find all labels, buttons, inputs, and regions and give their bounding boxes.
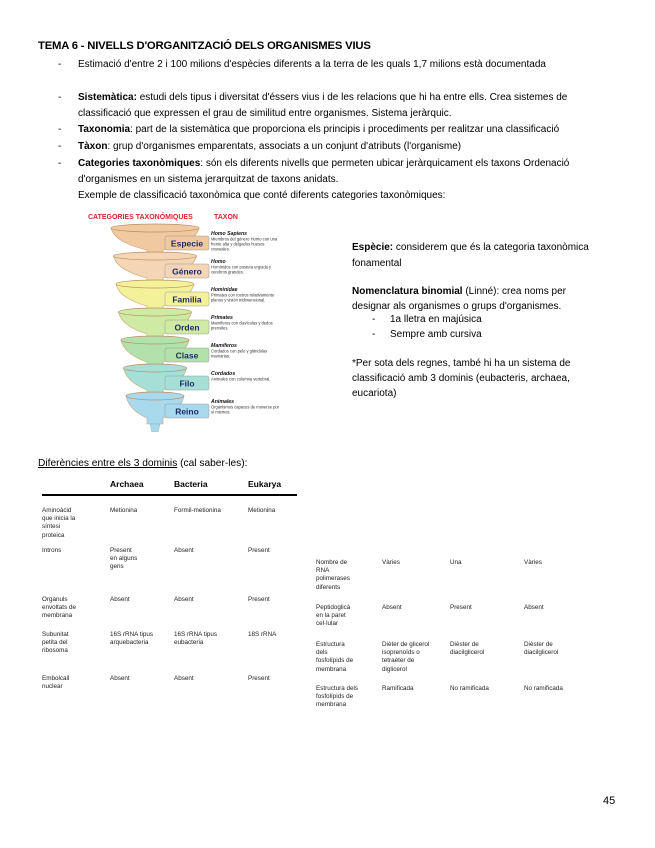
taxon-name: Cordados [211, 371, 236, 377]
table-cell [110, 596, 130, 604]
funnel-level-filo [124, 364, 271, 396]
side-especie-text: considerem que és la categoria taxonòmica [393, 242, 589, 253]
table-row-label-line: fosfolípids de [316, 657, 354, 665]
table-cell [248, 596, 270, 604]
funnel-rim [114, 252, 197, 260]
taxon-description: Mamíferos con clavículas y dedos [211, 320, 273, 326]
funnel-rim [126, 392, 184, 400]
side-especie-cont: fonamental [352, 258, 402, 269]
table-cell-line: Metionina [110, 507, 138, 514]
table-cell [110, 631, 153, 647]
table-row-label-line: Peptidoglicà [316, 604, 351, 611]
taxon-name: Animales [211, 399, 235, 405]
funnel-label-reino: Reino [175, 406, 199, 417]
funnel-label-especie: Especie [170, 238, 204, 249]
table-row-label-line: nuclear [42, 683, 63, 691]
table-row-label-line: membrana [316, 665, 347, 673]
diff-title-rest: (cal saber-les): [177, 458, 248, 469]
diff-title-underlined: Diferències entre els 3 dominis [38, 458, 178, 469]
table-cell-line: diacilglicerol [524, 649, 559, 657]
table-cell-line: Absent [382, 604, 402, 611]
funnel-level-orden [119, 308, 273, 340]
table-header-bacteria: Bacteria [174, 479, 208, 489]
def-taxonomia-term: Taxonomia [78, 124, 131, 135]
table-cell-line: Formil-metionina [174, 507, 221, 514]
def-sistematica-term: Sistemàtica: [78, 92, 137, 103]
table-cell-line: Dièter de glicerol [382, 641, 430, 648]
table-row-label-line: Estructura dels [316, 685, 358, 692]
taxon-description: Organismos capaces de moverse por [211, 404, 280, 410]
table-row-label [316, 641, 353, 674]
taxon-description: Primates con rostros relativamente [211, 292, 275, 298]
side-nomenclatura [352, 284, 566, 300]
funnel-rim [124, 364, 187, 372]
table-cell [524, 641, 558, 657]
table-row-label-line: en la paret [316, 612, 346, 620]
table-cell [110, 547, 137, 572]
side-especie [352, 240, 589, 256]
funnel-rim [119, 308, 192, 316]
table-cell-line: Absent [174, 547, 194, 554]
table-cell [382, 559, 400, 567]
page-number: 45 [603, 795, 616, 807]
table-row-label-line: proteica [42, 531, 65, 539]
side-note-l2: classificació amb 3 dominis (eubacteris, archaea, [352, 373, 570, 384]
funnel-label-familia: Familia [172, 294, 202, 305]
table-row-label-line: dels [316, 649, 328, 657]
taxon-name: Primates [211, 315, 233, 321]
table-row-label-line: cel·lular [316, 620, 339, 628]
table-cell-line: isoprenoïds o [382, 649, 420, 657]
table-row-label-line: petita del [42, 639, 68, 647]
table-cell [382, 685, 414, 693]
table-cell [110, 507, 137, 515]
def-sistematica-text: estudi dels tipus i diversitat d'éssers vius i de les relacions que hi ha entre ells. Crea sistemes de [136, 92, 568, 103]
taxon-name: Homo Sapiens [211, 231, 248, 237]
funnel-level-reino [126, 392, 280, 424]
table-cell-line: 16S rRNA tipus [174, 631, 218, 638]
table-cell [248, 547, 270, 555]
def-categories-term: Categories taxonòmiques [78, 158, 201, 169]
table-cell-line: No ramificada [450, 685, 489, 692]
table-row-label-line: diferents [316, 583, 341, 591]
taxon-description: sí mismos. [211, 409, 231, 415]
table-row-label [316, 559, 350, 592]
taxon-description: planos y visión tridimensional. [211, 297, 266, 303]
table-row-label [42, 596, 76, 621]
table-row-label-line: Nombre de [316, 559, 348, 566]
table-cell-line: Present [248, 675, 270, 682]
table-cell-line: Vàries [524, 559, 542, 566]
table-cell [524, 559, 542, 567]
table-cell-line: 18S rRNA [248, 631, 277, 638]
taxon-description: craneales. [211, 246, 230, 252]
table-row-label-line: Estructura [316, 641, 345, 648]
side-note-l1: *Per sota dels regnes, també hi ha un sistema de [352, 358, 571, 369]
taxon-description: Miembros del género Homo con una [211, 236, 278, 242]
table-cell [524, 685, 563, 693]
table-row-label-line: polimerases [316, 575, 350, 583]
funnel-label-género: Género [172, 266, 202, 277]
side-nom-text: (Linné): crea noms per [462, 286, 566, 297]
table-row-label-line: Orgànuls [42, 596, 68, 603]
funnel-level-clase [121, 336, 267, 368]
table-row-label [42, 507, 75, 540]
table-cell-line: diglicerol [382, 665, 407, 673]
def-taxonomia-text: : part de la sistemàtica que proporciona els principis i procediments per realitzar una classificació [130, 124, 560, 135]
funnel-level-género [114, 252, 273, 284]
side-note-l3: eucariota) [352, 388, 397, 399]
table-cell-line: gens [110, 563, 124, 571]
table-cell-line: Absent [174, 675, 194, 682]
side-sub-1-text: 1a lletra en majúsica [390, 314, 482, 325]
taxon-name: Hominidae [211, 287, 238, 293]
table-cell-line: Present [450, 604, 472, 611]
side-nom-term: Nomenclatura binomial [352, 286, 463, 297]
table-cell [174, 507, 221, 515]
table-cell [174, 547, 194, 555]
table-row-label-line: Embolcall [42, 675, 70, 682]
table-cell-line: Metionina [248, 507, 276, 514]
def-categories-text: : són els diferents nivells que permeten ubicar jeràrquicament els taxons Ordenació [200, 158, 570, 169]
figure-head-taxon: TAXON [214, 214, 238, 221]
table-row-label-line: membrana [316, 701, 347, 709]
taxon-description: frente alta y delgados huesos [211, 241, 265, 247]
table-row-label-line: ribosoma [42, 647, 68, 655]
funnel-rim [116, 280, 194, 288]
page-title: TEMA 6 - NIVELLS D'ORGANITZACIÓ DELS ORGANISMES VIUS [38, 40, 371, 52]
table-row-label-line: membrana [42, 612, 73, 620]
table-cell [174, 631, 217, 647]
funnel-rim [121, 336, 189, 344]
table-cell [450, 604, 472, 612]
table-row-label-line: Aminoàcid [42, 507, 72, 514]
funnel-spout [150, 424, 160, 432]
example-line: Exemple de classificació taxonòmica que conté diferents categories taxonòmiques: [78, 190, 446, 201]
table-cell-line: en alguns [110, 555, 138, 563]
intro-bullet-text: Estimació d'entre 2 i 100 milions d'espècies diferents a la terra de les quals 1,7 milions està documentada [78, 59, 546, 70]
table-cell-line: Absent [110, 596, 130, 603]
taxon-description: Homínidos con postura erguida y [211, 264, 272, 270]
table-cell-line: Absent [524, 604, 544, 611]
table-header-archaea: Archaea [110, 479, 144, 489]
table-row-label [42, 631, 69, 656]
def-sistematica-cont: classificació que expressen el grau de similitud entre organismes. Sistema jeràrquic. [78, 108, 452, 119]
funnel-label-orden: Orden [174, 322, 200, 333]
def-taxon-term: Tàxon [78, 141, 108, 152]
table-row-label-line: que inicia la [42, 515, 76, 523]
table-cell [248, 631, 276, 639]
table-row-label [316, 604, 350, 629]
table-cell-line: Present [248, 547, 270, 554]
table-row-label-line: fosfolípids de [316, 693, 354, 701]
taxon-name: Homo [211, 259, 226, 265]
table-cell-line: Absent [110, 675, 130, 682]
table-cell [248, 675, 270, 683]
table-row-label-line: síntesi [42, 523, 61, 531]
taxon-description: cerebros grandes. [211, 269, 244, 275]
funnel-label-clase: Clase [175, 350, 199, 361]
table-cell [382, 604, 402, 612]
side-nom-line2: designar als organismes o grups d'organismes. [352, 301, 562, 312]
table-cell-line: Dièster de [524, 641, 553, 648]
table-cell [450, 641, 484, 657]
table-cell-line: Vàries [382, 559, 400, 566]
table-cell-line: eubacteria [174, 639, 204, 647]
table-header-eukarya: Eukarya [248, 479, 282, 489]
table-cell [174, 675, 194, 683]
def-categories-cont: d'organismes en un sistema jerarquitzat de taxons anidats. [78, 174, 339, 185]
table-cell-line: tetraèter de [382, 657, 415, 665]
table-cell [382, 641, 429, 674]
table-cell-line: 16S rRNA tipus [110, 631, 154, 638]
table-cell-line: No ramificada [524, 685, 563, 692]
table-row-label-line: RNA [316, 567, 330, 575]
table-cell [248, 507, 275, 515]
taxonomy-funnel-figure [110, 222, 330, 432]
figure-head-categories: CATEGORIES TAXONÓMIQUES [88, 214, 193, 221]
funnel-label-filo: Filo [179, 378, 195, 389]
table-row-label-line: Introns [42, 547, 62, 554]
table-cell-line: arquebacteria [110, 639, 149, 647]
diff-title [38, 458, 248, 469]
table-row-label-line: envoltats de [42, 604, 76, 612]
table-cell [450, 685, 489, 693]
taxon-description: mamarias. [211, 353, 231, 359]
table-cell-line: Absent [174, 596, 194, 603]
table-cell [524, 604, 544, 612]
table-cell [110, 675, 130, 683]
funnel-level-especie [111, 224, 278, 256]
table-row-label-line: Subunitat [42, 631, 69, 638]
table-row-label [42, 675, 69, 691]
table-header-rule [42, 494, 297, 496]
table-cell-line: Una [450, 559, 462, 566]
taxon-description: Animales con columna vertebral. [211, 376, 271, 382]
table-cell [450, 559, 462, 567]
table-cell-line: Present [248, 596, 270, 603]
side-sub-2-text: Sempre amb cursiva [390, 329, 482, 340]
taxon-name: Mamíferos [211, 343, 237, 349]
table-cell-line: Present [110, 547, 132, 554]
table-cell-line: Ramificada [382, 685, 414, 692]
def-taxon-text: : grup d'organismes emparentats, associats a un conjunt d'atributs (l'organisme) [107, 141, 462, 152]
table-row-label [316, 685, 358, 710]
table-cell [174, 596, 194, 604]
table-cell-line: Dièster de [450, 641, 479, 648]
table-cell-line: diacilglicerol [450, 649, 485, 657]
table-row-label [42, 547, 61, 555]
taxon-description: Cordados con pelo y glándulas [211, 348, 268, 354]
funnel-rim [111, 224, 199, 232]
funnel-level-familia [116, 280, 275, 312]
side-especie-term: Espècie: [352, 242, 394, 253]
taxon-description: prensiles. [211, 325, 229, 331]
